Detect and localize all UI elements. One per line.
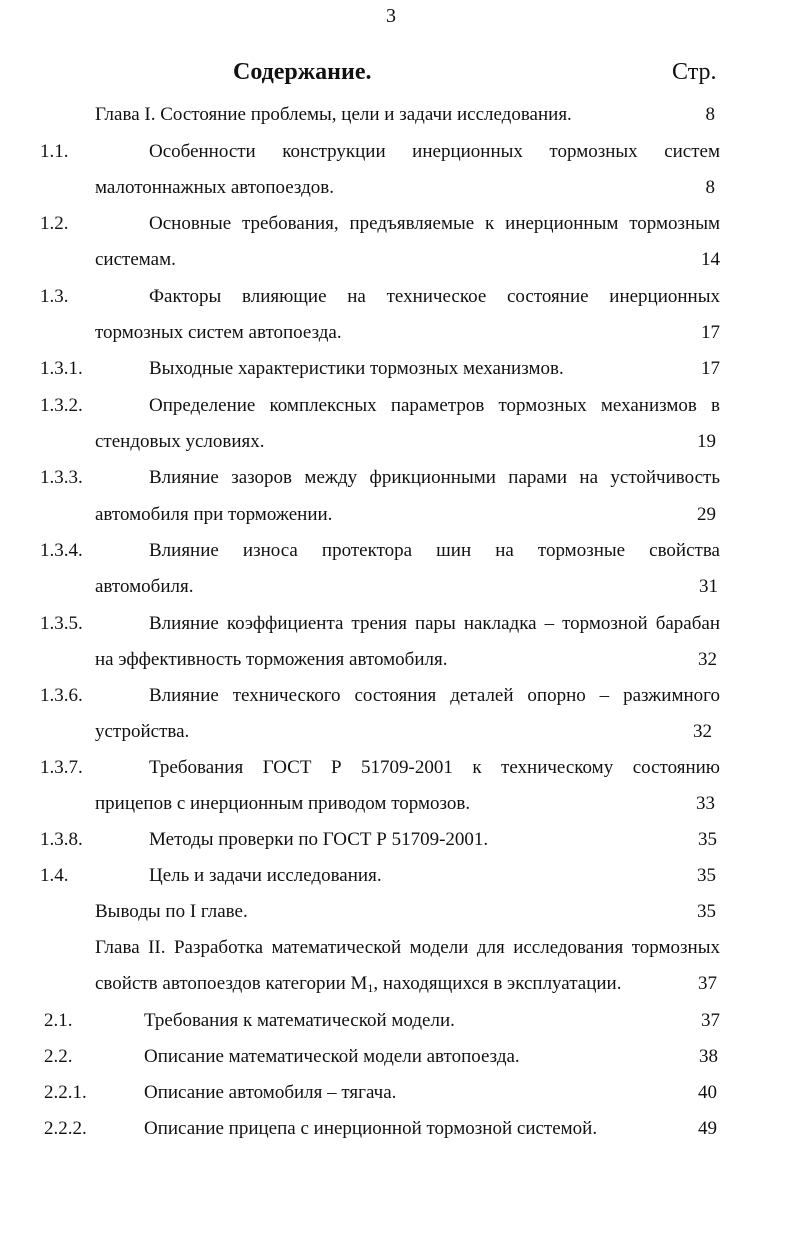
toc-entry-text: прицепов с инерционным приводом тормозов. bbox=[95, 793, 471, 814]
toc-entry-number: 1.3.7. bbox=[40, 757, 83, 778]
toc-entry-number: 2.2.1. bbox=[44, 1082, 87, 1103]
toc-entry-page: 31 bbox=[699, 576, 718, 597]
toc-entry-text: автомобиля. bbox=[95, 576, 194, 597]
toc-entry-text: Влияние износа протектора шин на тормозные свойства bbox=[149, 540, 720, 561]
toc-entry-number: 1.4. bbox=[40, 865, 69, 886]
toc-entry-text: Методы проверки по ГОСТ Р 51709-2001. bbox=[149, 829, 489, 850]
toc-entry-number: 1.3.8. bbox=[40, 829, 83, 850]
toc-entry-number: 1.2. bbox=[40, 213, 69, 234]
toc-entry-page: 29 bbox=[697, 504, 716, 525]
toc-entry-text: Цель и задачи исследования. bbox=[149, 865, 382, 886]
toc-entry-text: Описание прицепа с инерционной тормозной системой. bbox=[144, 1118, 598, 1139]
toc-entry-text: тормозных систем автопоезда. bbox=[95, 322, 342, 343]
toc-entry-page: 35 bbox=[697, 901, 716, 922]
page-column-label: Стр. bbox=[672, 59, 717, 85]
toc-entry-text: Определение комплексных параметров тормозных механизмов в bbox=[149, 395, 720, 416]
toc-entry-text: Выводы по I главе. bbox=[95, 901, 248, 922]
toc-entry-text: Требования к математической модели. bbox=[144, 1010, 455, 1031]
toc-entry-text: Особенности конструкции инерционных тормозных систем bbox=[149, 141, 720, 162]
toc-entry-text: устройства. bbox=[95, 721, 190, 742]
toc-entry-number: 1.3.6. bbox=[40, 685, 83, 706]
toc-entry-number: 2.1. bbox=[44, 1010, 73, 1031]
toc-entry-page: 37 bbox=[701, 1010, 720, 1031]
toc-entry-text: малотоннажных автопоездов. bbox=[95, 177, 334, 198]
toc-entry-text: Влияние коэффициента трения пары накладка – тормозной барабан bbox=[149, 613, 720, 634]
toc-entry-page: 8 bbox=[705, 104, 715, 125]
page-number: 3 bbox=[386, 5, 396, 27]
toc-entry-text: системам. bbox=[95, 249, 176, 270]
toc-entry-text: Глава I. Состояние проблемы, цели и задачи исследования. bbox=[95, 104, 572, 125]
toc-entry-page: 32 bbox=[693, 721, 712, 742]
toc-entry-number: 1.3. bbox=[40, 286, 69, 307]
toc-entry-page: 17 bbox=[701, 322, 720, 343]
toc-entry-text: Основные требования, предъявляемые к инерционным тормозным bbox=[149, 213, 720, 234]
toc-entry-page: 35 bbox=[698, 829, 717, 850]
toc-entry-text: свойств автопоездов категории $M_1$, находящихся в эксплуатации. bbox=[95, 973, 622, 995]
toc-entry-page: 19 bbox=[697, 431, 716, 452]
toc-entry-text: стендовых условиях. bbox=[95, 431, 265, 452]
toc-entry-text: Факторы влияющие на техническое состояние инерционных bbox=[149, 286, 720, 307]
toc-entry-text: Описание математической модели автопоезда. bbox=[144, 1046, 520, 1067]
toc-entry-text: Глава II. Разработка математической модели для исследования тормозных bbox=[95, 937, 720, 958]
toc-entry-text: на эффективность торможения автомобиля. bbox=[95, 649, 448, 670]
toc-entry-page: 40 bbox=[698, 1082, 717, 1103]
toc-title: Содержание. bbox=[233, 59, 372, 85]
toc-entry-number: 1.1. bbox=[40, 141, 69, 162]
toc-entry-page: 35 bbox=[697, 865, 716, 886]
toc-entry-page: 32 bbox=[698, 649, 717, 670]
toc-entry-number: 1.3.1. bbox=[40, 358, 83, 379]
toc-entry-text: автомобиля при торможении. bbox=[95, 504, 333, 525]
toc-entry-number: 1.3.4. bbox=[40, 540, 83, 561]
toc-entry-number: 2.2. bbox=[44, 1046, 73, 1067]
toc-entry-page: 8 bbox=[705, 177, 715, 198]
subscript-index: 1 bbox=[367, 981, 374, 995]
toc-entry-page: 49 bbox=[698, 1118, 717, 1139]
toc-entry-text: Выходные характеристики тормозных механизмов. bbox=[149, 358, 564, 379]
toc-entry-number: 1.3.5. bbox=[40, 613, 83, 634]
toc-entry-page: 14 bbox=[701, 249, 720, 270]
toc-entry-text: Описание автомобиля – тягача. bbox=[144, 1082, 397, 1103]
toc-entry-page: 37 bbox=[698, 973, 717, 994]
toc-entry-number: 2.2.2. bbox=[44, 1118, 87, 1139]
toc-entry-number: 1.3.3. bbox=[40, 467, 83, 488]
toc-entry-text: Требования ГОСТ Р 51709-2001 к техническому состоянию bbox=[149, 757, 720, 778]
toc-entry-page: 38 bbox=[699, 1046, 718, 1067]
toc-entry-text: Влияние зазоров между фрикционными парами на устойчивость bbox=[149, 467, 720, 488]
toc-entry-page: 17 bbox=[701, 358, 720, 379]
toc-entry-page: 33 bbox=[696, 793, 715, 814]
toc-entry-number: 1.3.2. bbox=[40, 395, 83, 416]
toc-entry-text: Влияние технического состояния деталей опорно – разжимного bbox=[149, 685, 720, 706]
